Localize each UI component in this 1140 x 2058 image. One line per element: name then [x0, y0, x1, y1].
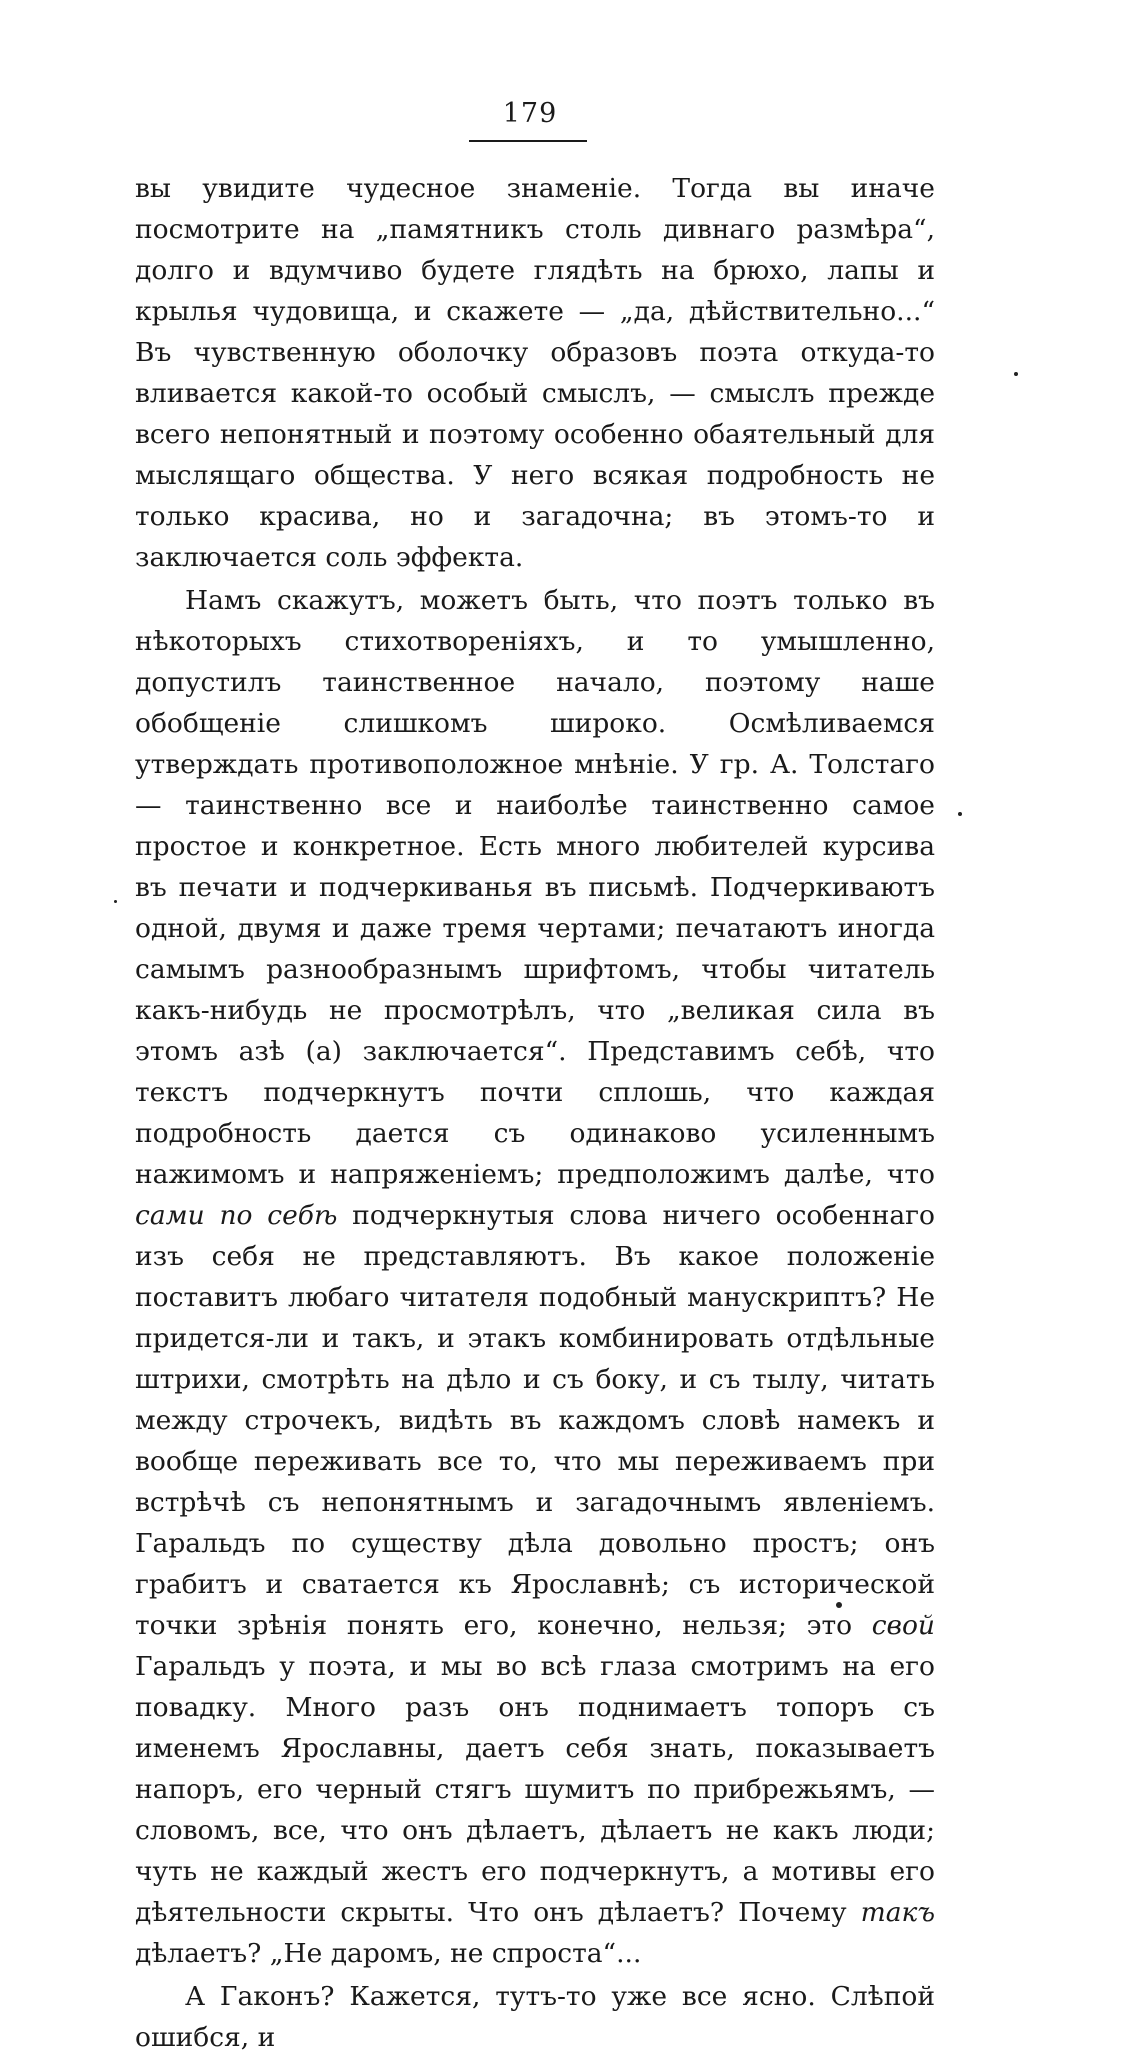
scan-speck — [836, 1602, 842, 1608]
text-segment: Намъ скажутъ, можетъ быть, что поэтъ только въ нѣкоторыхъ стихотвореніяхъ, и то умышленно, допустилъ таинственное начало, поэтому наше обобщеніе слишкомъ широко. Осмѣливаемся утверждать противоположное мнѣніе. У гр. А. Толстаго — таинственно все и наиболѣе таинственно самое простое и конкретное. Есть много любителей курсива въ печати и подчеркиванья въ письмѣ. Подчеркиваютъ одной, двумя и даже тремя чертами; печатаютъ иногда самымъ разнообразнымъ шрифтомъ, чтобы читатель какъ-нибудь не просмотрѣлъ, что „великая сила въ этомъ азѣ (а) заключается“. Представимъ себѣ, что текстъ подчеркнутъ почти сплошь, что каждая подробность дается съ одинаково усиленнымъ нажимомъ и напряженіемъ; предположимъ далѣе, что — [135, 585, 935, 1190]
text-segment: Гаральдъ у поэта, и мы во всѣ глаза смотримъ на его повадку. Много разъ онъ поднимаетъ топоръ съ именемъ Ярославны, даетъ себя знать, показываетъ напоръ, его черный стягъ шумитъ по прибрежьямъ, — словомъ, все, что онъ дѣлаетъ, дѣлаетъ не какъ люди; чуть не каждый жестъ его подчеркнутъ, а мотивы его дѣятельности скрыты. Что онъ дѣлаетъ? Почему — [135, 1651, 935, 1928]
header-rule — [469, 140, 587, 142]
text-segment: вы увидите чудесное знаменіе. Тогда вы иначе посмотрите на „памятникъ столь дивнаго размѣра“, долго и вдумчиво будете глядѣть на брюхо, лапы и крылья чудовища, и скажете — „да, дѣйствительно...“ Въ чувственную оболочку образовъ поэта откуда-то вливается какой-то особый смыслъ, — смыслъ прежде всего непонятный и поэтому особенно обаятельный для мыслящаго общества. У него всякая подробность не только красива, но и загадочна; въ этомъ-то и заключается соль эффекта. — [135, 173, 935, 573]
page-number: 179 — [502, 98, 558, 129]
scan-speck — [1014, 372, 1018, 376]
scan-speck — [958, 812, 962, 816]
text-segment: А Гаконъ? Кажется, тутъ-то уже все ясно. Слѣпой ошибся, и — [135, 1981, 935, 2053]
paragraph-2 — [135, 580, 935, 1974]
italic-phrase: свой — [871, 1610, 935, 1641]
paragraph-3 — [135, 1976, 935, 2058]
body-text — [135, 168, 935, 2058]
italic-phrase: такъ — [860, 1897, 935, 1928]
paragraph-1 — [135, 168, 935, 578]
scan-speck — [114, 900, 117, 903]
text-segment: дѣлаетъ? „Не даромъ, не спроста“... — [135, 1938, 642, 1969]
italic-phrase: сами по себѣ — [135, 1200, 338, 1231]
text-segment: подчеркнутыя слова ничего особеннаго изъ себя не представляютъ. Въ какое положеніе поставитъ любаго читателя подобный манускриптъ? Не придется-ли и такъ, и этакъ комбинировать отдѣльные штрихи, смотрѣть на дѣло и съ боку, и съ тылу, читать между строчекъ, видѣть въ каждомъ словѣ намекъ и вообще переживать все то, что мы переживаемъ при встрѣчѣ съ непонятнымъ и загадочнымъ явленіемъ. Гаральдъ по существу дѣла довольно простъ; онъ грабитъ и сватается къ Ярославнѣ; съ исторической точки зрѣнія понять его, конечно, нельзя; это — [135, 1200, 935, 1641]
